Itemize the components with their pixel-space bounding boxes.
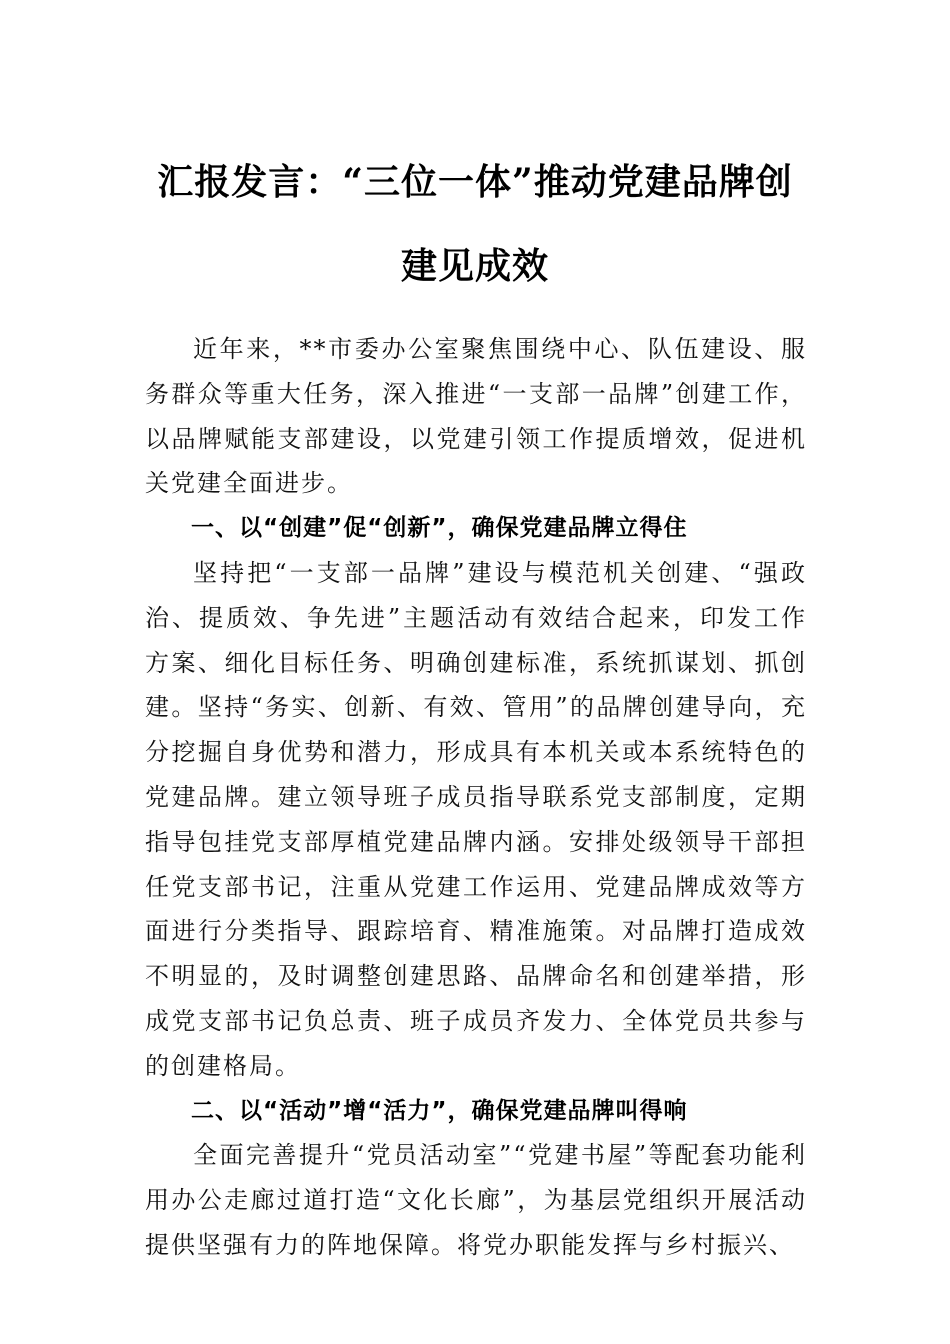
title-line-1: 汇报发言：“三位一体”推动党建品牌创 bbox=[157, 161, 793, 203]
intro-paragraph: 近年来，**市委办公室聚焦围绕中心、队伍建设、服务群众等重大任务，深入推进“一支部一品牌”创建工作，以品牌赋能支部建设，以党建引领工作提质增效，促进机关党建全面进步。 bbox=[145, 335, 807, 498]
section-1-heading: 一、以“创建”促“创新”，确保党建品牌立得住 bbox=[191, 515, 688, 542]
title-line-2: 建见成效 bbox=[400, 245, 549, 287]
section-2-paragraph: 全面完善提升“党员活动室”“党建书屋”等配套功能利用办公走廊过道打造“文化长廊”，为基层党组织开展活动提供坚强有力的阵地保障。将党办职能发挥与乡村振兴、 bbox=[145, 1141, 807, 1259]
section-2-heading: 二、以“活动”增“活力”，确保党建品牌叫得响 bbox=[191, 1097, 688, 1124]
document-body bbox=[145, 327, 807, 1268]
section-1-paragraph: 坚持把“一支部一品牌”建设与模范机关创建、“强政治、提质效、争先进”主题活动有效结合起来，印发工作方案、细化目标任务、明确创建标准，系统抓谋划、抓创建。坚持“务实、创新、有效、管用”的品牌创建导向，充分挖掘自身优势和潜力，形成具有本机关或本系统特色的党建品牌。建立领导班子成员指导联系党支部制度，定期指导包挂党支部厚植党建品牌内涵。安排处级领导干部担任党支部书记，注重从党建工作运用、党建品牌成效等方面进行分类指导、跟踪培育、精准施策。对品牌打造成效不明显的，及时调整创建思路、品牌命名和创建举措，形成党支部书记负总责、班子成员齐发力、全体党员共参与的创建格局。 bbox=[145, 558, 807, 1080]
document-title bbox=[120, 140, 830, 308]
